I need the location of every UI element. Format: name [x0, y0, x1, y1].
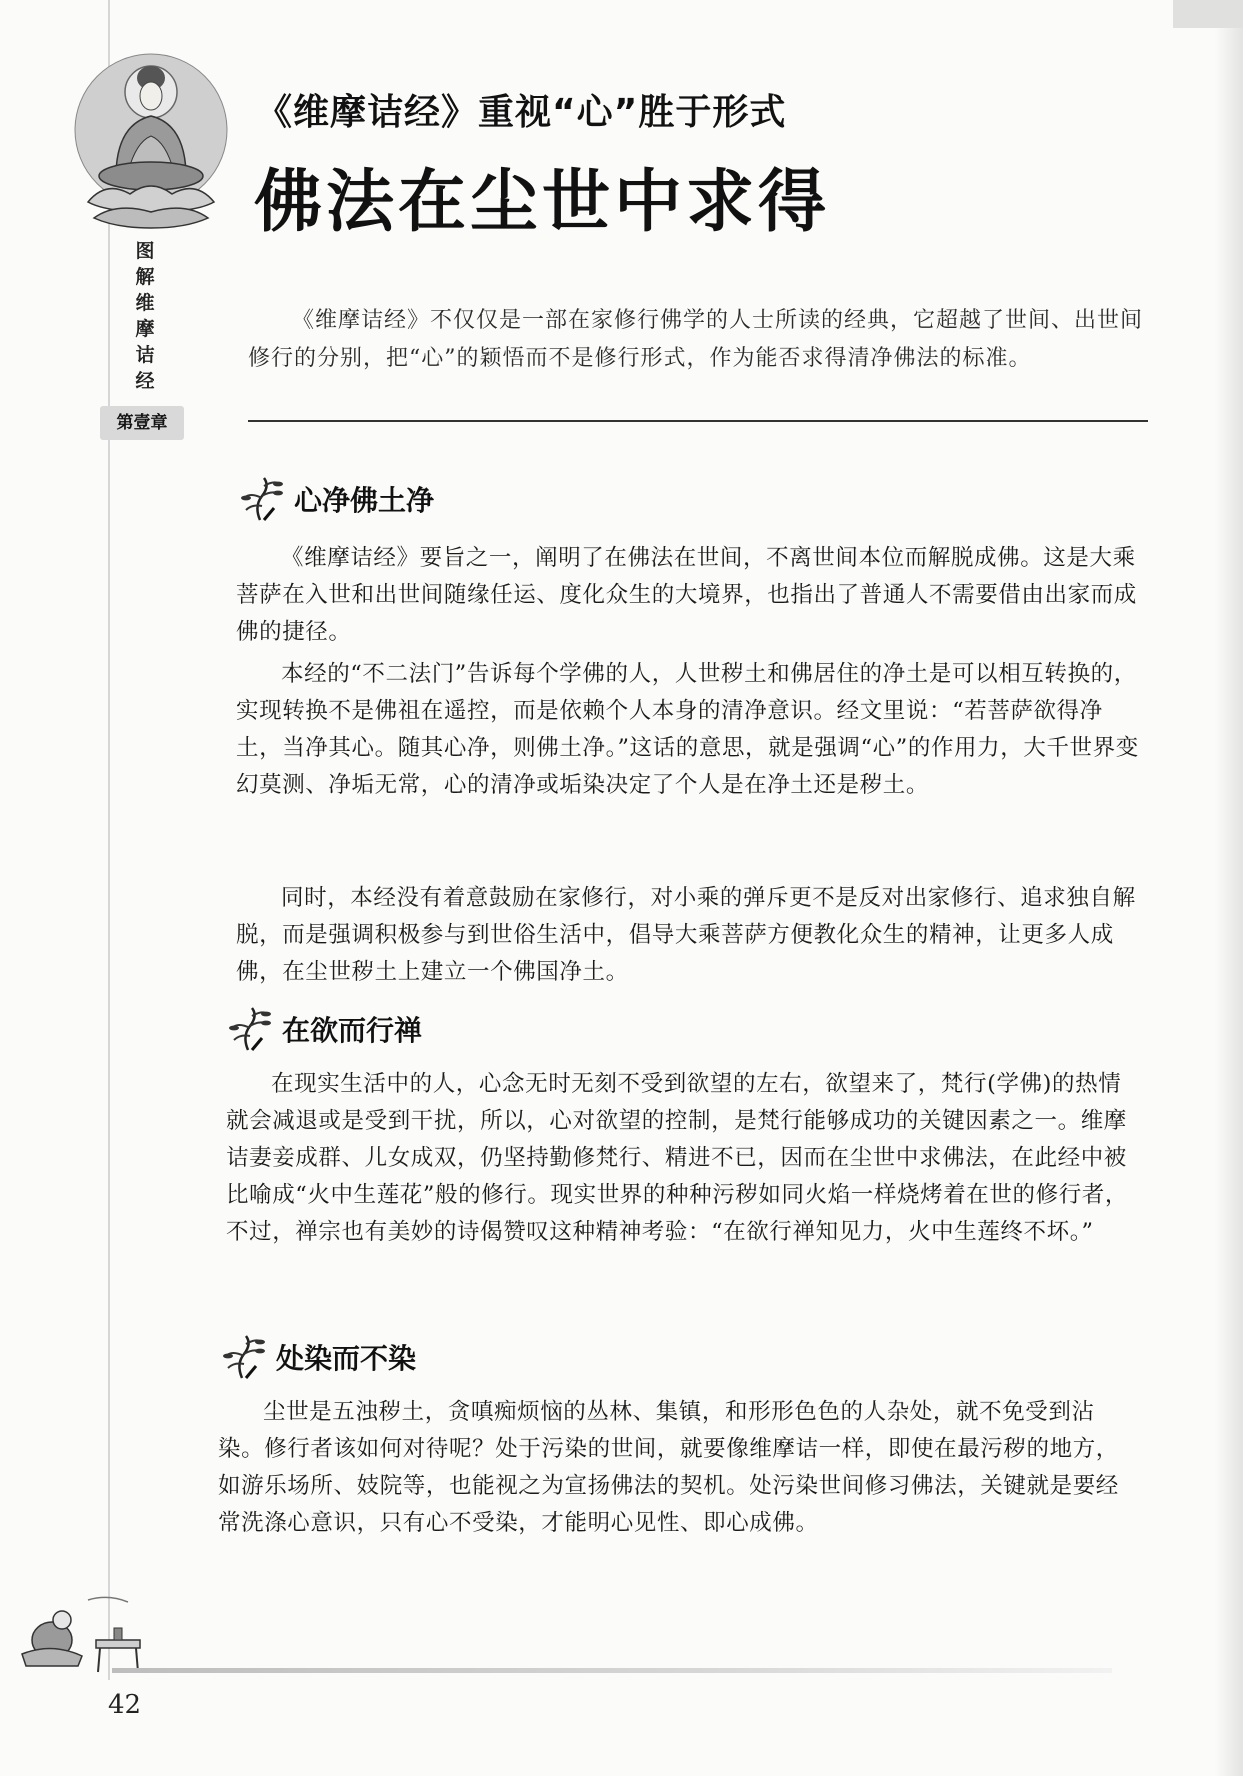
body-paragraph: 本经的“不二法门”告诉每个学佛的人，人世秽土和佛居住的净土是可以相互转换的，实现转换不是佛祖在遥控，而是依赖个人本身的清净意识。经文里说：“若菩萨欲得净土，当净其心。随其心净，则佛土净。”这话的意思，就是强调“心”的作用力，大千世界变幻莫测、净垢无常，心的清净或垢染决定了个人是在净土还是秽土。 — [236, 661, 1139, 798]
page-title: 佛法在尘世中求得 — [254, 162, 831, 242]
buddha-illustration — [66, 52, 236, 238]
page-corner — [1173, 0, 1243, 28]
scholar-illustration — [18, 1590, 148, 1676]
body-paragraph: 《维摩诘经》要旨之一，阐明了在佛法在世间，不离世间本位而解脱成佛。这是大乘菩萨在入世和出世间随缘任运、度化众生的大境界，也指出了普通人不需要借由出家而成佛的捷径。 — [236, 545, 1137, 645]
intro-divider — [248, 420, 1148, 422]
section-title: 在欲而行禅 — [282, 1014, 423, 1047]
footer-divider — [112, 1668, 1112, 1673]
margin-rule — [108, 0, 110, 1680]
section-heading — [222, 1334, 416, 1380]
section-heading — [240, 476, 434, 522]
section-title: 处染而不染 — [276, 1342, 417, 1375]
series-char: 维 — [135, 292, 155, 314]
series-char: 经 — [135, 370, 155, 392]
body-paragraph: 尘世是五浊秽土，贪嗔痴烦恼的丛林、集镇，和形形色色的人杂处，就不免受到沾染。修行者该如何对待呢？处于污染的世间，就要像维摩诘一样，即使在最污秽的地方，如游乐场所、妓院等，也能视之为宣扬佛法的契机。处污染世间修习佛法，关键就是要经常洗涤心意识，只有心不受染，才能明心见性、即心成佛。 — [218, 1399, 1119, 1536]
series-title-vertical — [132, 238, 158, 394]
series-char: 图 — [135, 240, 155, 262]
bamboo-brush-icon — [222, 1334, 266, 1380]
intro-paragraph: 《维摩诘经》不仅仅是一部在家修行佛学的人士所读的经典，它超越了世间、出世间修行的分别，把“心”的颖悟而不是修行形式，作为能否求得清净佛法的标准。 — [248, 308, 1144, 371]
section-heading — [228, 1006, 422, 1052]
body-paragraph: 在现实生活中的人，心念无时无刻不受到欲望的左右，欲望来了，梵行(学佛)的热情就会减退或是受到干扰，所以，心对欲望的控制，是梵行能够成功的关键因素之一。维摩诘妻妾成群、儿女成双，仍坚持勤修梵行、精进不已，因而在尘世中求佛法，在此经中被比喻成“火中生莲花”般的修行。现实世界的种种污秽如同火焰一样烧烤着在世的修行者，不过，禅宗也有美妙的诗偈赞叹这种精神考验：“在欲行禅知见力，火中生莲终不坏。” — [226, 1071, 1129, 1245]
series-char: 解 — [135, 266, 155, 288]
chapter-badge: 第壹章 — [100, 406, 184, 440]
page-edge-shadow — [1215, 0, 1243, 1776]
body-paragraph: 同时，本经没有着意鼓励在家修行，对小乘的弹斥更不是反对出家修行、追求独自解脱，而是强调积极参与到世俗生活中，倡导大乘菩萨方便教化众生的精神，让更多人成佛，在尘世秽土上建立一个佛国净土。 — [236, 885, 1136, 985]
bamboo-brush-icon — [228, 1006, 272, 1052]
series-char: 摩 — [135, 318, 155, 340]
bamboo-brush-icon — [240, 476, 284, 522]
section-title: 心净佛土净 — [294, 484, 435, 517]
page-number: 42 — [108, 1690, 142, 1720]
series-char: 诘 — [135, 344, 155, 366]
page-subtitle: 《维摩诘经》重视“心”胜于形式 — [256, 92, 787, 133]
